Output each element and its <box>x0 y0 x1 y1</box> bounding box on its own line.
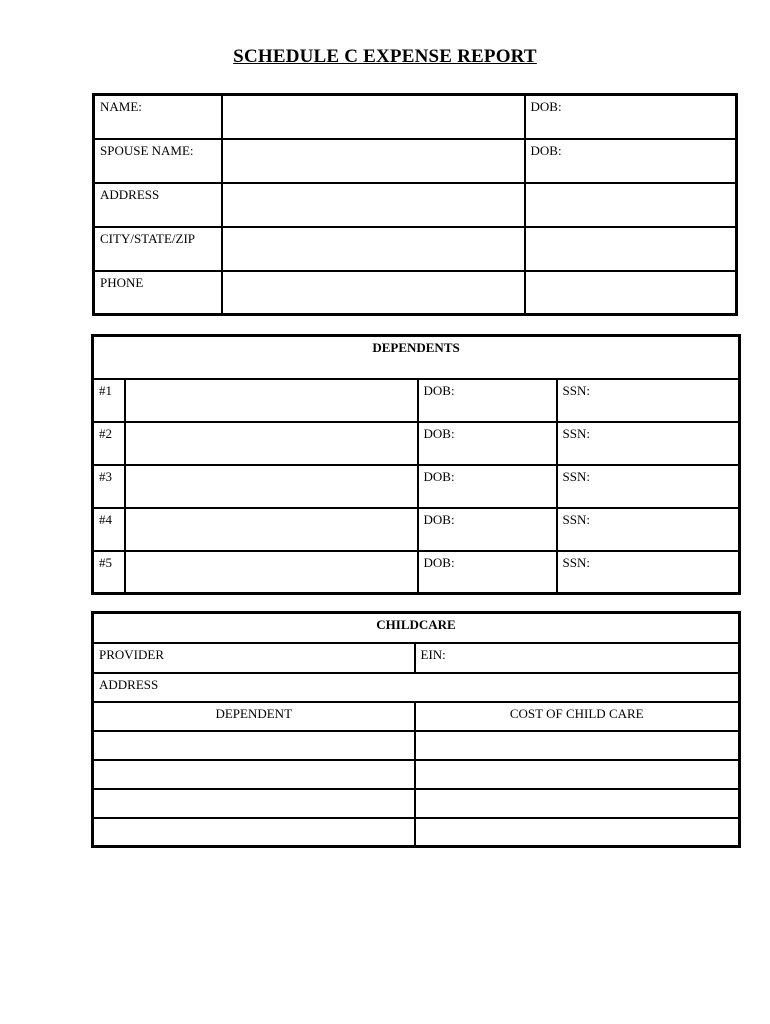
childcare-cost-field[interactable] <box>415 731 740 760</box>
dependent-ssn-field[interactable]: SSN: <box>557 551 740 594</box>
dependent-number: #5 <box>93 551 125 594</box>
provider-field[interactable]: PROVIDER <box>93 643 415 673</box>
spouse-dob-field[interactable]: DOB: <box>525 139 737 183</box>
page-title: SCHEDULE C EXPENSE REPORT <box>233 46 537 67</box>
dependent-number: #2 <box>93 422 125 465</box>
address-field[interactable] <box>222 183 525 227</box>
childcare-address-field[interactable]: ADDRESS <box>93 673 740 702</box>
dependent-column-header: DEPENDENT <box>93 702 415 731</box>
dependent-ssn-field[interactable]: SSN: <box>557 465 740 508</box>
spouse-name-label: SPOUSE NAME: <box>94 139 222 183</box>
childcare-dependent-field[interactable] <box>93 789 415 818</box>
childcare-cost-field[interactable] <box>415 760 740 789</box>
childcare-column-header-row <box>93 702 740 731</box>
provider-row <box>93 643 740 673</box>
city-state-zip-field[interactable] <box>222 227 525 271</box>
dependent-name-field[interactable] <box>125 422 418 465</box>
address-extra-field[interactable] <box>525 183 737 227</box>
phone-field[interactable] <box>222 271 525 315</box>
dependent-dob-field[interactable]: DOB: <box>418 465 557 508</box>
dependent-row <box>93 379 740 422</box>
childcare-entry-row <box>93 789 740 818</box>
ein-field[interactable]: EIN: <box>415 643 740 673</box>
address-row <box>94 183 737 227</box>
city-extra-field[interactable] <box>525 227 737 271</box>
dependent-number: #1 <box>93 379 125 422</box>
dependent-row <box>93 508 740 551</box>
dependent-number: #3 <box>93 465 125 508</box>
name-field[interactable] <box>222 95 525 139</box>
dependents-header-row <box>93 336 740 379</box>
phone-extra-field[interactable] <box>525 271 737 315</box>
childcare-dependent-field[interactable] <box>93 731 415 760</box>
spouse-name-field[interactable] <box>222 139 525 183</box>
city-row <box>94 227 737 271</box>
childcare-header: CHILDCARE <box>93 613 740 643</box>
cost-column-header: COST OF CHILD CARE <box>415 702 740 731</box>
dependent-row <box>93 551 740 594</box>
dependent-name-field[interactable] <box>125 508 418 551</box>
dependent-dob-field[interactable]: DOB: <box>418 379 557 422</box>
dependent-name-field[interactable] <box>125 551 418 594</box>
childcare-entry-row <box>93 731 740 760</box>
city-state-zip-label: CITY/STATE/ZIP <box>94 227 222 271</box>
dependent-dob-field[interactable]: DOB: <box>418 508 557 551</box>
dependent-dob-field[interactable]: DOB: <box>418 551 557 594</box>
dependents-header: DEPENDENTS <box>93 336 740 379</box>
childcare-entry-row <box>93 760 740 789</box>
dependent-row <box>93 422 740 465</box>
dependent-ssn-field[interactable]: SSN: <box>557 422 740 465</box>
dependent-ssn-field[interactable]: SSN: <box>557 508 740 551</box>
spouse-row <box>94 139 737 183</box>
address-label: ADDRESS <box>94 183 222 227</box>
name-row <box>94 95 737 139</box>
dependent-number: #4 <box>93 508 125 551</box>
childcare-entry-row <box>93 818 740 847</box>
dependent-name-field[interactable] <box>125 465 418 508</box>
dependent-row <box>93 465 740 508</box>
childcare-table <box>91 611 741 848</box>
dob-field[interactable]: DOB: <box>525 95 737 139</box>
personal-info-table <box>92 93 738 316</box>
phone-label: PHONE <box>94 271 222 315</box>
dependent-name-field[interactable] <box>125 379 418 422</box>
childcare-cost-field[interactable] <box>415 818 740 847</box>
childcare-dependent-field[interactable] <box>93 818 415 847</box>
dependent-ssn-field[interactable]: SSN: <box>557 379 740 422</box>
phone-row <box>94 271 737 315</box>
dependent-dob-field[interactable]: DOB: <box>418 422 557 465</box>
childcare-cost-field[interactable] <box>415 789 740 818</box>
childcare-dependent-field[interactable] <box>93 760 415 789</box>
childcare-header-row <box>93 613 740 643</box>
name-label: NAME: <box>94 95 222 139</box>
childcare-address-row <box>93 673 740 702</box>
dependents-table <box>91 334 741 595</box>
